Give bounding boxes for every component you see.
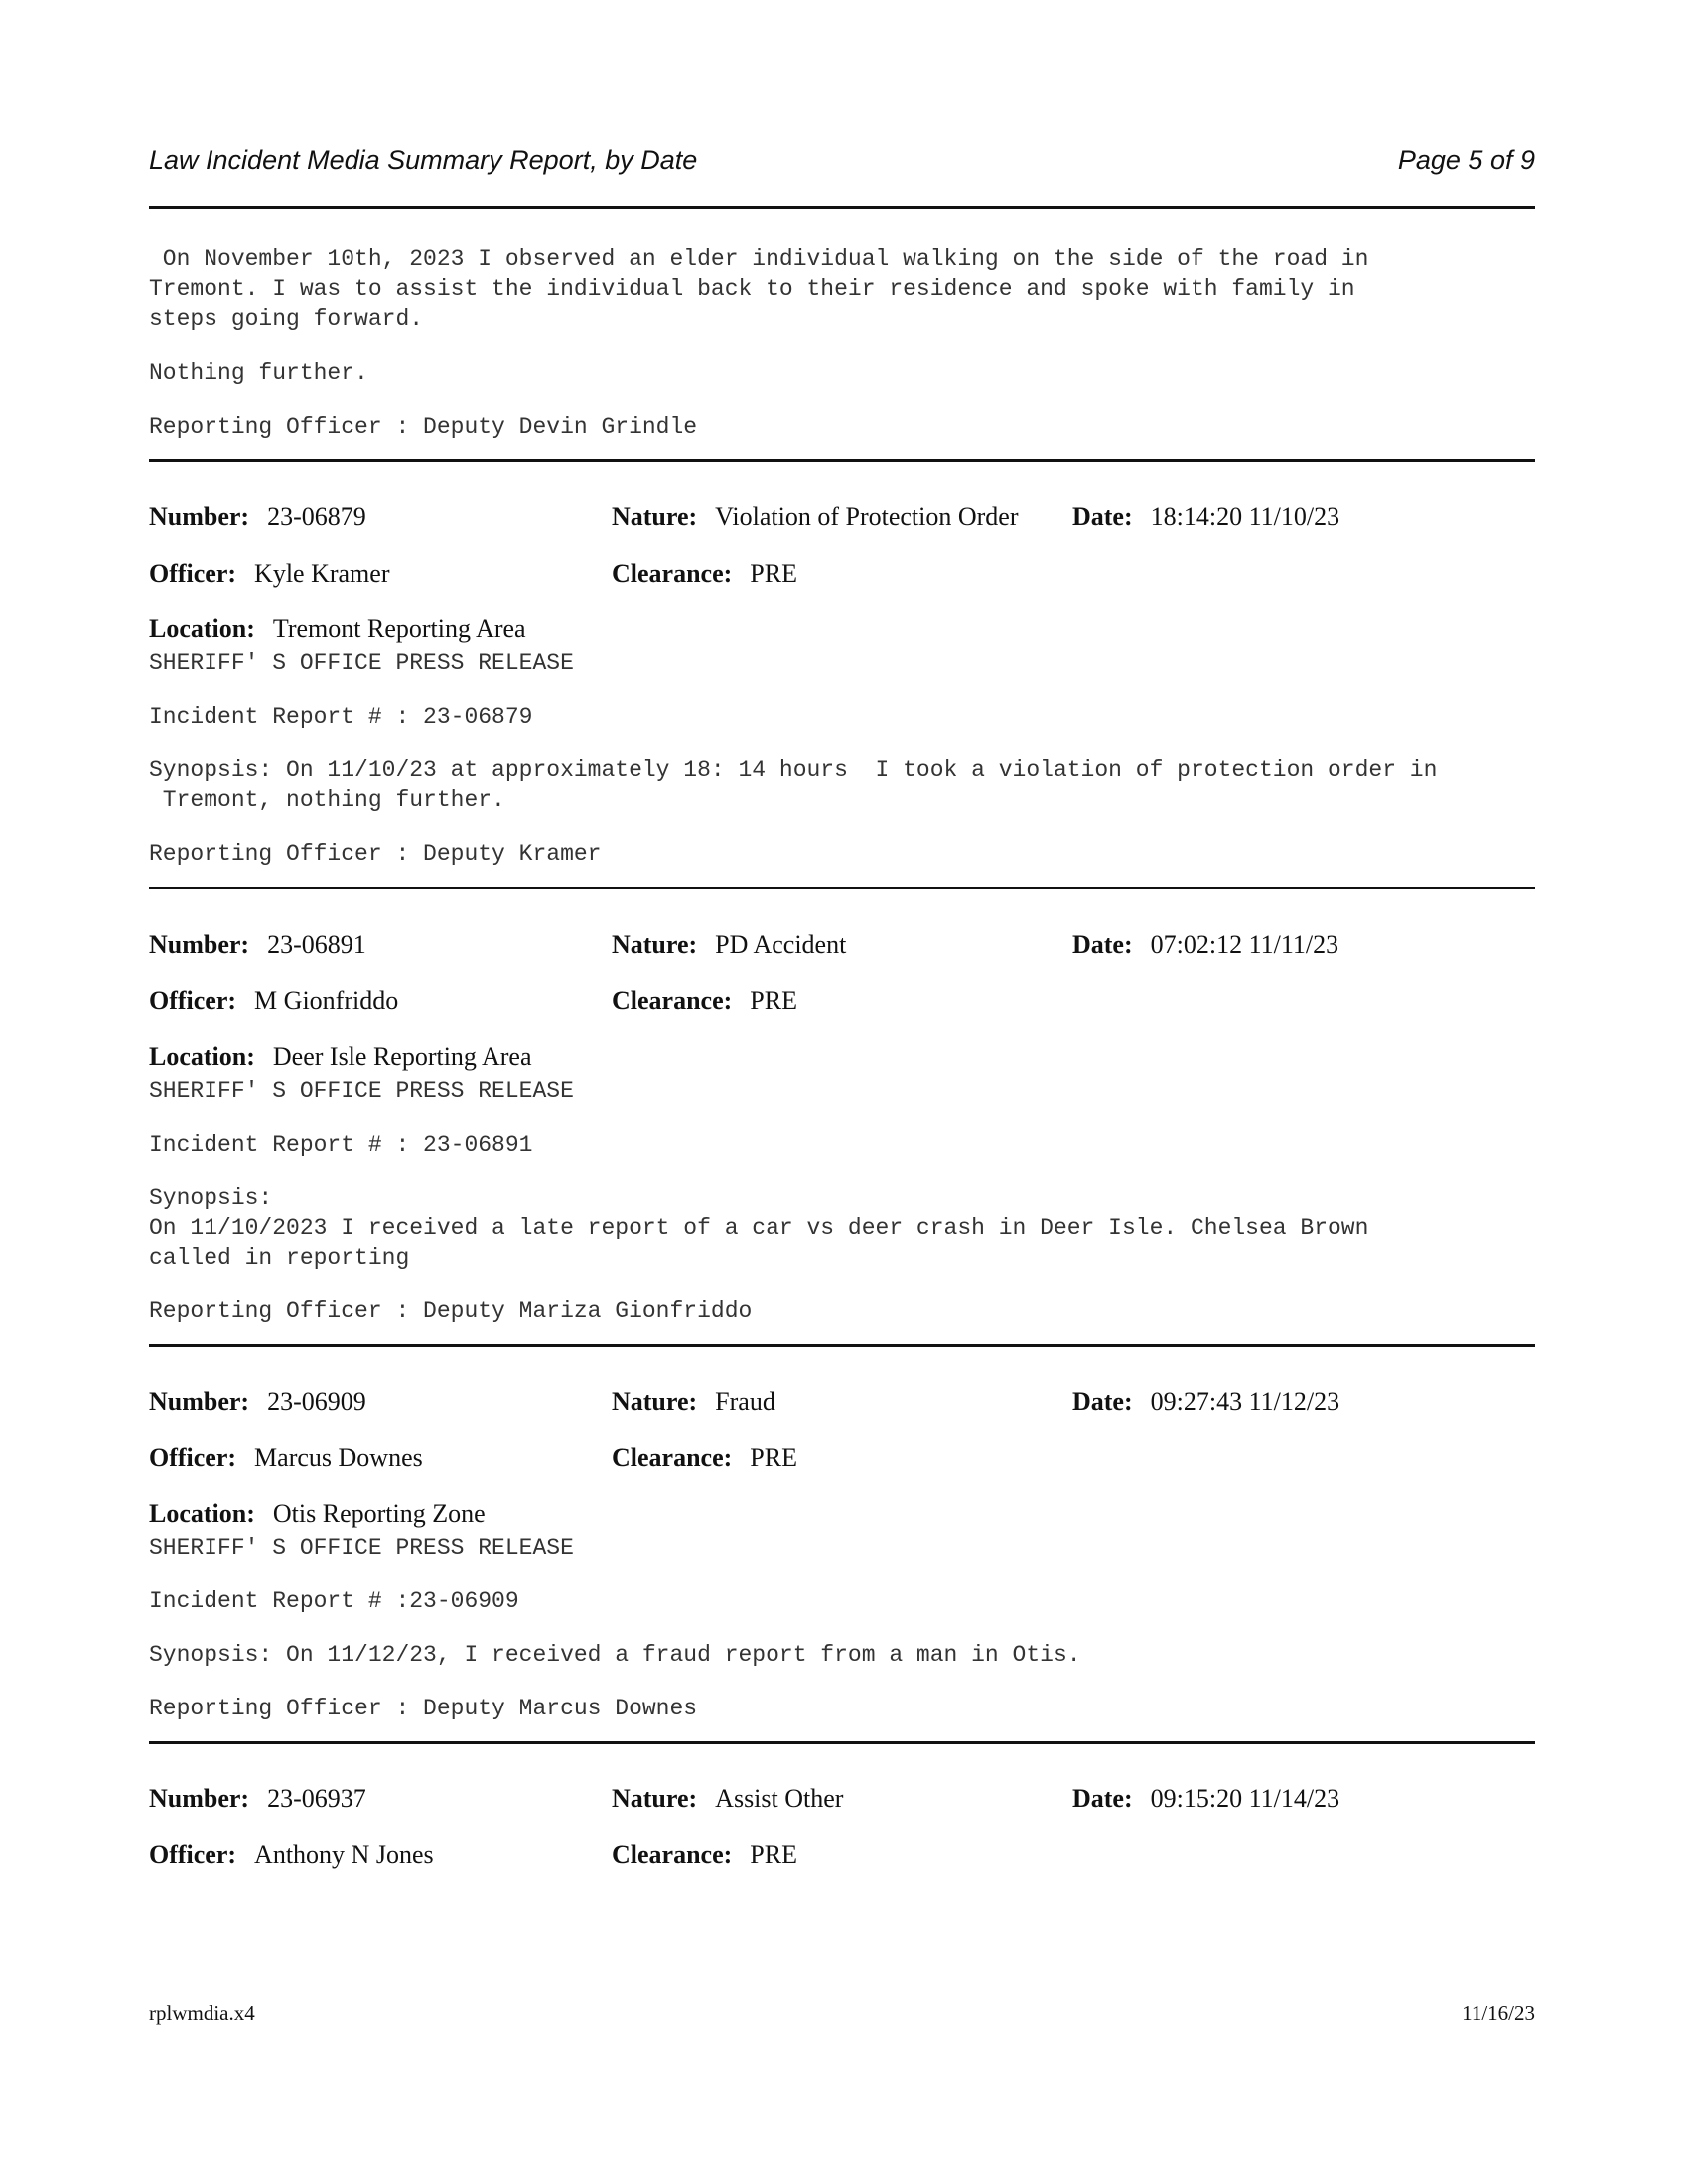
- nature-field: Nature: Assist Other: [612, 1784, 844, 1813]
- officer-field: Officer: Anthony N Jones: [149, 1841, 434, 1869]
- header-rule: [149, 206, 1535, 209]
- incident-row-1: [149, 502, 1535, 534]
- press-release-label: SHERIFF' S OFFICE PRESS RELEASE: [149, 1078, 574, 1104]
- continuation-text: On November 10th, 2023 I observed an elder individual walking on the side of the road in Tremont. I was to assist the individual back to their residence and spoke with family in steps going forward.: [149, 246, 1369, 332]
- officer-field: Officer: Kyle Kramer: [149, 559, 390, 588]
- reporting-officer: Reporting Officer : Deputy Kramer: [149, 841, 602, 867]
- footer-print-date: 11/16/23: [1462, 2001, 1535, 2025]
- section-rule: [149, 1344, 1535, 1347]
- incident-row-1: [149, 930, 1535, 962]
- incident-report-number: Incident Report # :23-06909: [149, 1588, 519, 1614]
- location-field: Location: Deer Isle Reporting Area: [149, 1042, 532, 1071]
- date-field: Date: 18:14:20 11/10/23: [1072, 502, 1340, 531]
- number-field: Number: 23-06909: [149, 1387, 366, 1416]
- incident-row-2: [149, 1443, 1535, 1475]
- number-field: Number: 23-06879: [149, 502, 366, 531]
- officer-field: Officer: Marcus Downes: [149, 1443, 423, 1472]
- press-release-label: SHERIFF' S OFFICE PRESS RELEASE: [149, 650, 574, 676]
- page-number: Page 5 of 9: [1397, 145, 1535, 175]
- incident-report-number: Incident Report # : 23-06879: [149, 704, 533, 730]
- section-rule: [149, 1741, 1535, 1744]
- synopsis: Synopsis: On 11/10/2023 I received a late report of a car vs deer crash in Deer Isle. Chelsea Brown called in reporting: [149, 1185, 1369, 1271]
- incident-row-1: [149, 1784, 1535, 1816]
- section-rule: [149, 459, 1535, 462]
- incident-report-number: Incident Report # : 23-06891: [149, 1132, 533, 1158]
- synopsis: Synopsis: On 11/10/23 at approximately 18: 14 hours I took a violation of protection order in Tremont, nothing further.: [149, 757, 1438, 813]
- incident-row-1: [149, 1387, 1535, 1419]
- officer-field: Officer: M Gionfriddo: [149, 986, 399, 1015]
- continuation-reporting-officer: Reporting Officer : Deputy Devin Grindle: [149, 414, 698, 440]
- clearance-field: Clearance: PRE: [612, 1841, 797, 1869]
- report-title: Law Incident Media Summary Report, by Date: [149, 145, 698, 175]
- location-field: Location: Otis Reporting Zone: [149, 1499, 486, 1528]
- incident-row-2: [149, 559, 1535, 591]
- incident-row-2: [149, 986, 1535, 1018]
- date-field: Date: 09:27:43 11/12/23: [1072, 1387, 1340, 1416]
- nature-field: Nature: Violation of Protection Order: [612, 502, 1019, 531]
- clearance-field: Clearance: PRE: [612, 1443, 797, 1472]
- location-field: Location: Tremont Reporting Area: [149, 614, 526, 643]
- continuation-further: Nothing further.: [149, 360, 368, 386]
- reporting-officer: Reporting Officer : Deputy Marcus Downes: [149, 1696, 698, 1721]
- date-field: Date: 09:15:20 11/14/23: [1072, 1784, 1340, 1813]
- nature-field: Nature: PD Accident: [612, 930, 847, 959]
- page-header: [149, 145, 1535, 185]
- press-release-label: SHERIFF' S OFFICE PRESS RELEASE: [149, 1535, 574, 1561]
- clearance-field: Clearance: PRE: [612, 986, 797, 1015]
- section-rule: [149, 887, 1535, 889]
- nature-field: Nature: Fraud: [612, 1387, 775, 1416]
- synopsis: Synopsis: On 11/12/23, I received a fraud report from a man in Otis.: [149, 1642, 1081, 1668]
- number-field: Number: 23-06891: [149, 930, 366, 959]
- date-field: Date: 07:02:12 11/11/23: [1072, 930, 1339, 959]
- incident-row-2: [149, 1841, 1535, 1872]
- clearance-field: Clearance: PRE: [612, 559, 797, 588]
- number-field: Number: 23-06937: [149, 1784, 366, 1813]
- reporting-officer: Reporting Officer : Deputy Mariza Gionfriddo: [149, 1298, 753, 1324]
- footer-report-id: rplwmdia.x4: [149, 2001, 255, 2025]
- report-page: [149, 0, 1535, 2184]
